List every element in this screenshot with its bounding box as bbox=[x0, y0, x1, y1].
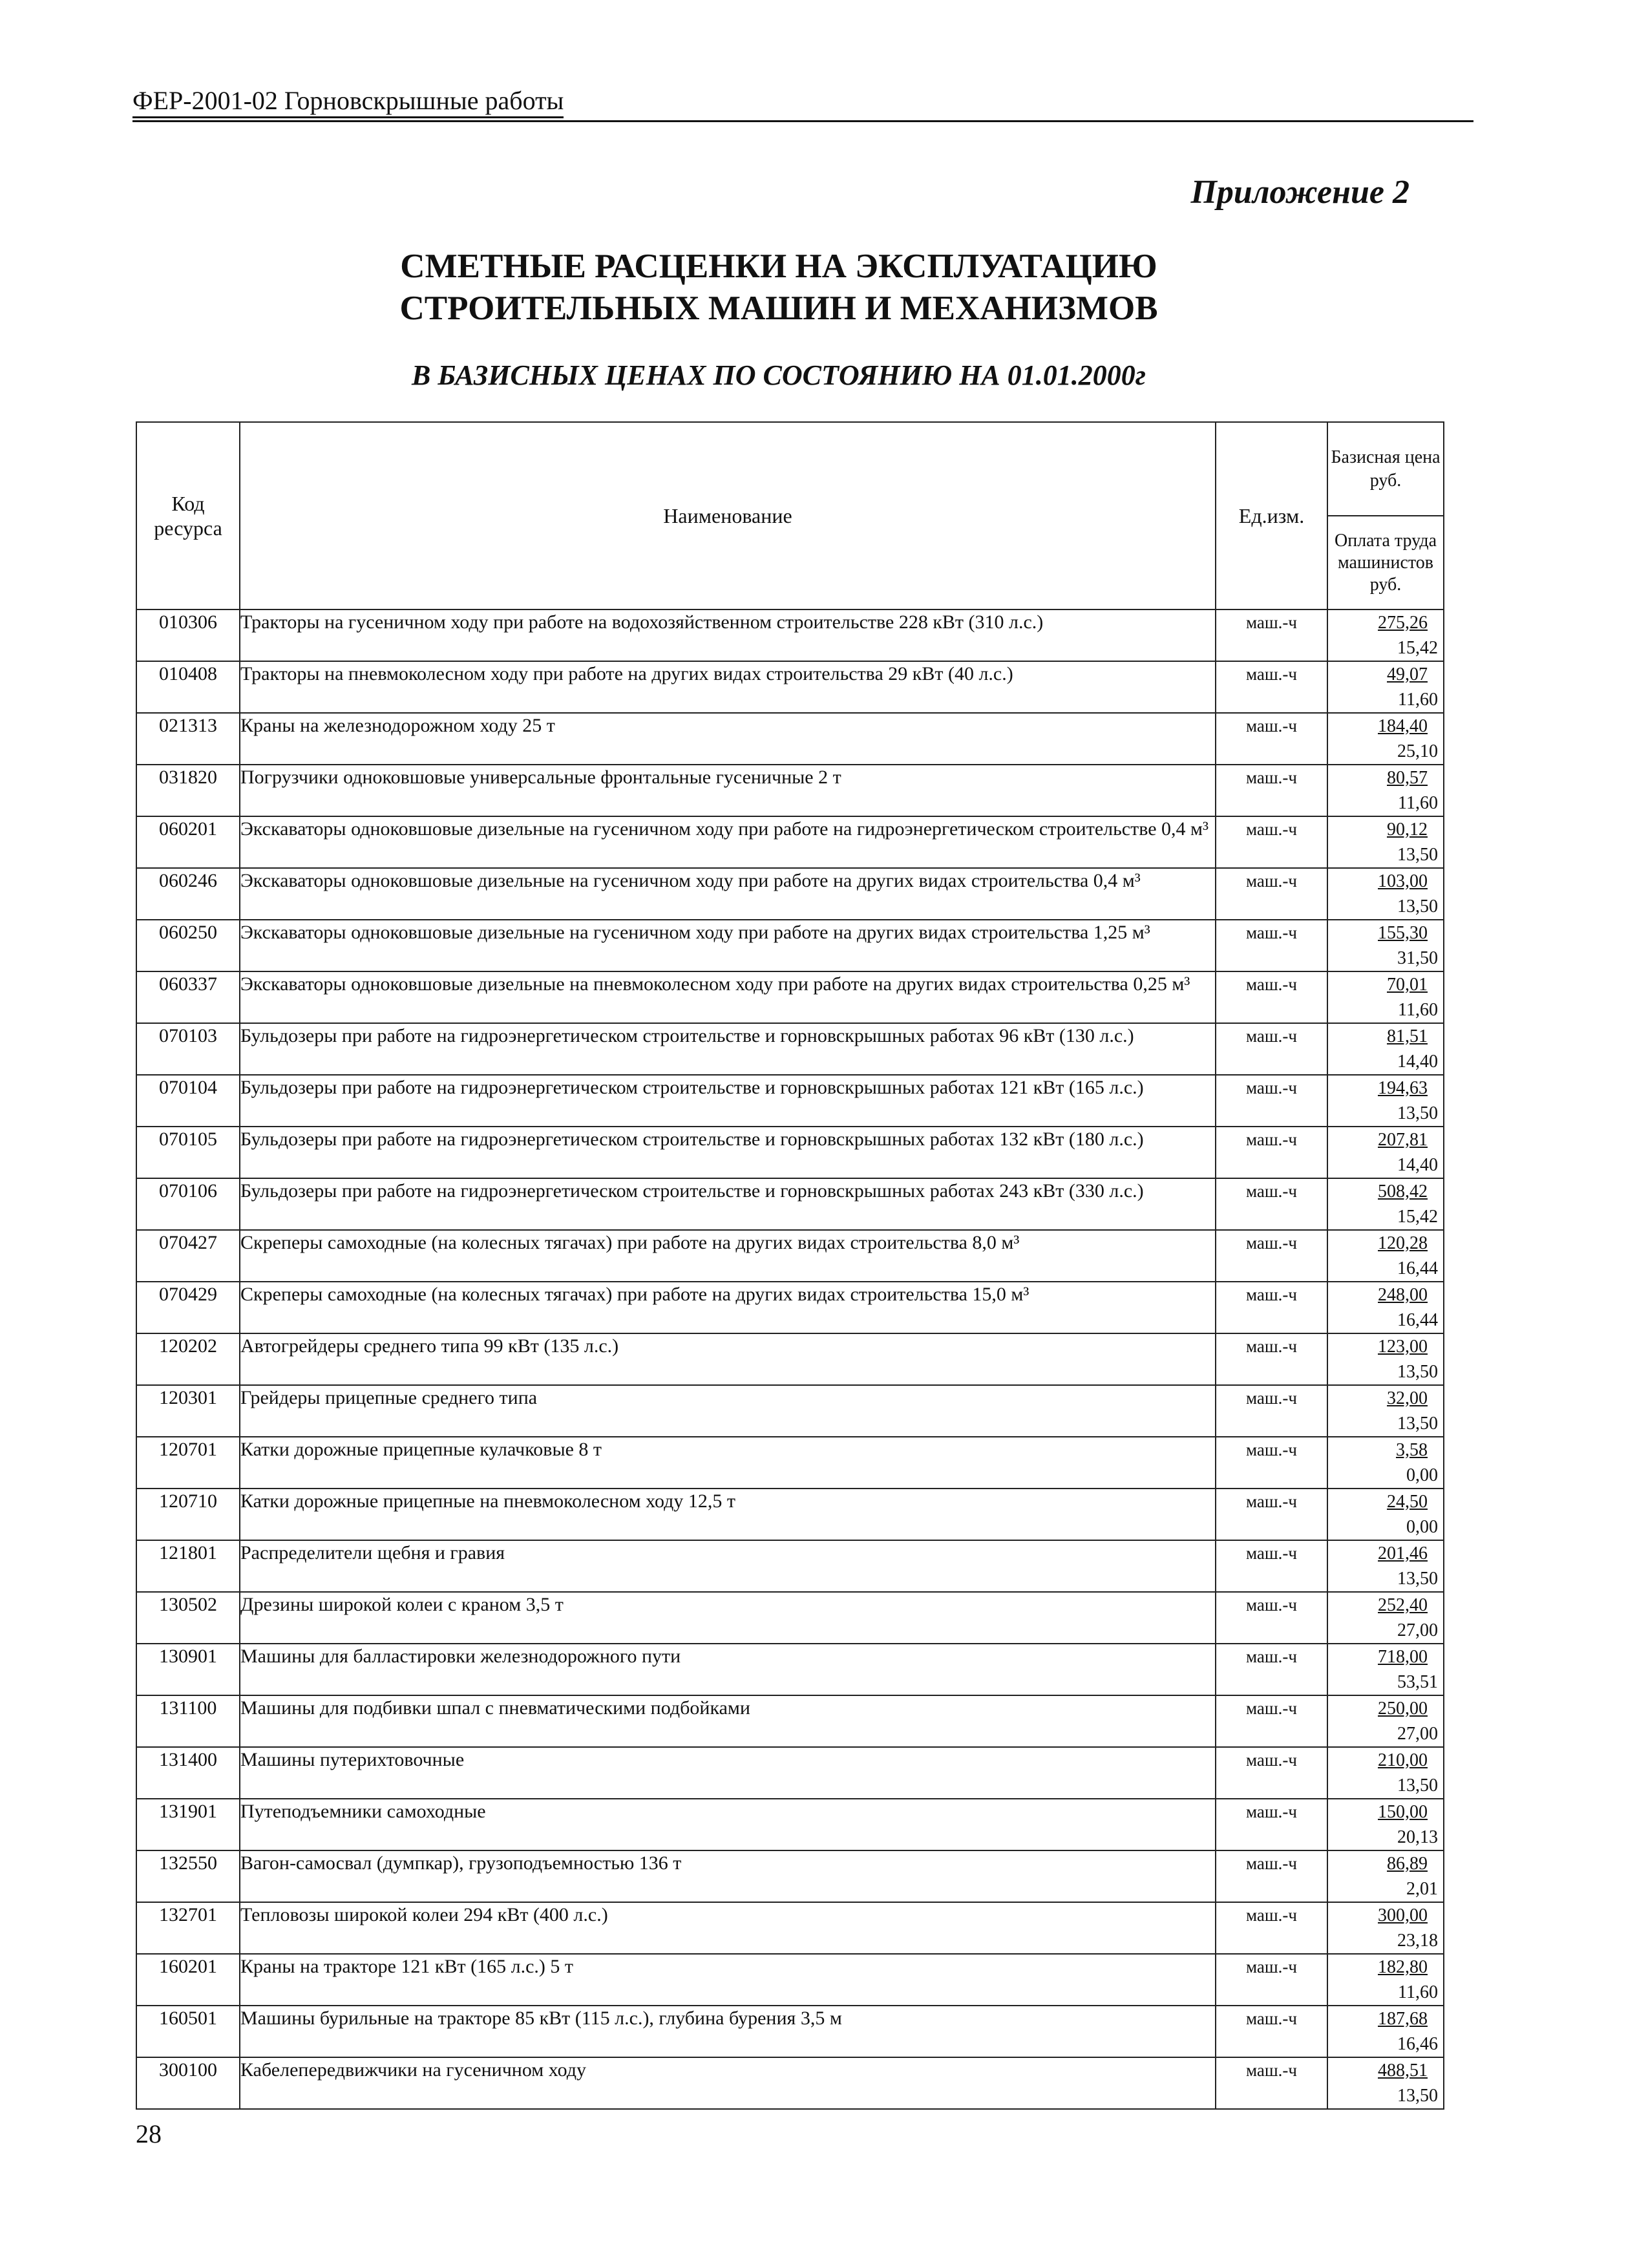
resource-unit: маш.-ч bbox=[1216, 1592, 1327, 1644]
operator-wage-value: 14,40 bbox=[1397, 1052, 1438, 1072]
document-subtitle: В БАЗИСНЫХ ЦЕНАХ ПО СОСТОЯНИЮ НА 01.01.2000г bbox=[411, 359, 1146, 391]
operator-wage-value: 16,46 bbox=[1397, 2034, 1438, 2054]
resource-name: Автогрейдеры среднего типа 99 кВт (135 л.с.) bbox=[240, 1333, 1216, 1385]
base-price-value: 150,00 bbox=[1378, 1802, 1428, 1822]
rates-table bbox=[136, 421, 1444, 2110]
resource-price bbox=[1327, 765, 1444, 816]
base-price-value: 275,26 bbox=[1378, 613, 1428, 633]
table-row bbox=[136, 1799, 1444, 1850]
table-row bbox=[136, 1178, 1444, 1230]
resource-price bbox=[1327, 1023, 1444, 1075]
operator-wage-value: 23,18 bbox=[1397, 1931, 1438, 1951]
base-price-value: 155,30 bbox=[1378, 923, 1428, 943]
base-price-value: 103,00 bbox=[1378, 871, 1428, 891]
resource-name: Погрузчики одноковшовые универсальные фронтальные гусеничные 2 т bbox=[240, 765, 1216, 816]
resource-price bbox=[1327, 1799, 1444, 1850]
resource-code: 060337 bbox=[136, 971, 240, 1023]
resource-price bbox=[1327, 1592, 1444, 1644]
resource-code: 060246 bbox=[136, 868, 240, 920]
table-row bbox=[136, 765, 1444, 816]
table-row bbox=[136, 2057, 1444, 2109]
resource-code: 070427 bbox=[136, 1230, 240, 1282]
resource-price bbox=[1327, 1644, 1444, 1695]
resource-price bbox=[1327, 1695, 1444, 1747]
operator-wage-value: 27,00 bbox=[1397, 1724, 1438, 1744]
resource-unit: маш.-ч bbox=[1216, 816, 1327, 868]
resource-price bbox=[1327, 1127, 1444, 1178]
resource-unit: маш.-ч bbox=[1216, 1282, 1327, 1333]
table-row bbox=[136, 868, 1444, 920]
base-price-value: 194,63 bbox=[1378, 1078, 1428, 1098]
resource-name: Катки дорожные прицепные на пневмоколесном ходу 12,5 т bbox=[240, 1489, 1216, 1540]
resource-code: 070105 bbox=[136, 1127, 240, 1178]
resource-price bbox=[1327, 2006, 1444, 2057]
resource-code: 070106 bbox=[136, 1178, 240, 1230]
resource-code: 121801 bbox=[136, 1540, 240, 1592]
resource-code: 120701 bbox=[136, 1437, 240, 1489]
appendix-label: Приложение 2 bbox=[1190, 174, 1410, 211]
table-row bbox=[136, 1230, 1444, 1282]
operator-wage-value: 13,50 bbox=[1397, 1103, 1438, 1123]
title-line-2: СТРОИТЕЛЬНЫХ МАШИН И МЕХАНИЗМОВ bbox=[399, 290, 1158, 327]
resource-code: 131400 bbox=[136, 1747, 240, 1799]
resource-unit: маш.-ч bbox=[1216, 971, 1327, 1023]
resource-price bbox=[1327, 1075, 1444, 1127]
table-row bbox=[136, 920, 1444, 971]
resource-unit: маш.-ч bbox=[1216, 1230, 1327, 1282]
resource-name: Тракторы на пневмоколесном ходу при работе на других видах строительства 29 кВт (40 л.с.) bbox=[240, 661, 1216, 713]
resource-price bbox=[1327, 868, 1444, 920]
table-row bbox=[136, 816, 1444, 868]
resource-price bbox=[1327, 1385, 1444, 1437]
table-row bbox=[136, 1902, 1444, 1954]
table-row bbox=[136, 1075, 1444, 1127]
resource-code: 010408 bbox=[136, 661, 240, 713]
resource-name: Машины для балластировки железнодорожного пути bbox=[240, 1644, 1216, 1695]
operator-wage-value: 13,50 bbox=[1397, 896, 1438, 917]
resource-name: Машины для подбивки шпал с пневматическими подбойками bbox=[240, 1695, 1216, 1747]
resource-name: Машины путерихтовочные bbox=[240, 1747, 1216, 1799]
table-row bbox=[136, 1954, 1444, 2006]
resource-price bbox=[1327, 661, 1444, 713]
resource-name: Распределители щебня и гравия bbox=[240, 1540, 1216, 1592]
table-row bbox=[136, 1850, 1444, 1902]
resource-price bbox=[1327, 1747, 1444, 1799]
resource-unit: маш.-ч bbox=[1216, 713, 1327, 765]
resource-name: Скреперы самоходные (на колесных тягачах) при работе на других видах строительства 8,0 м³ bbox=[240, 1230, 1216, 1282]
resource-unit: маш.-ч bbox=[1216, 1747, 1327, 1799]
operator-wage-value: 13,50 bbox=[1397, 845, 1438, 865]
resource-price bbox=[1327, 1902, 1444, 1954]
resource-unit: маш.-ч bbox=[1216, 661, 1327, 713]
operator-wage-value: 15,42 bbox=[1397, 1207, 1438, 1227]
resource-price bbox=[1327, 1282, 1444, 1333]
resource-code: 021313 bbox=[136, 713, 240, 765]
resource-code: 060250 bbox=[136, 920, 240, 971]
base-price-value: 120,28 bbox=[1378, 1233, 1428, 1253]
header-unit: Ед.изм. bbox=[1216, 422, 1327, 609]
operator-wage-value: 11,60 bbox=[1398, 793, 1438, 813]
base-price-value: 3,58 bbox=[1396, 1440, 1428, 1460]
resource-code: 060201 bbox=[136, 816, 240, 868]
base-price-value: 49,07 bbox=[1387, 664, 1428, 684]
base-price-value: 300,00 bbox=[1378, 1905, 1428, 1925]
operator-wage-value: 11,60 bbox=[1398, 690, 1438, 710]
table-row bbox=[136, 1385, 1444, 1437]
base-price-value: 80,57 bbox=[1387, 768, 1428, 788]
base-price-value: 718,00 bbox=[1378, 1647, 1428, 1667]
table-row bbox=[136, 1592, 1444, 1644]
resource-name: Экскаваторы одноковшовые дизельные на гусеничном ходу при работе на гидроэнергетическом строительстве 0,4 м³ bbox=[240, 816, 1216, 868]
resource-unit: маш.-ч bbox=[1216, 1127, 1327, 1178]
resource-price bbox=[1327, 1333, 1444, 1385]
resource-name: Краны на железнодорожном ходу 25 т bbox=[240, 713, 1216, 765]
resource-code: 160501 bbox=[136, 2006, 240, 2057]
table-row bbox=[136, 1023, 1444, 1075]
resource-unit: маш.-ч bbox=[1216, 1954, 1327, 2006]
operator-wage-value: 0,00 bbox=[1406, 1465, 1438, 1485]
resource-price bbox=[1327, 920, 1444, 971]
table-row bbox=[136, 1644, 1444, 1695]
resource-unit: маш.-ч bbox=[1216, 868, 1327, 920]
header-code-line1: Код bbox=[171, 492, 205, 515]
table-row bbox=[136, 1127, 1444, 1178]
resource-name: Путеподъемники самоходные bbox=[240, 1799, 1216, 1850]
table-row bbox=[136, 1282, 1444, 1333]
resource-name: Экскаваторы одноковшовые дизельные на пневмоколесном ходу при работе на других видах строительства 0,25 м³ bbox=[240, 971, 1216, 1023]
title-line-1: СМЕТНЫЕ РАСЦЕНКИ НА ЭКСПЛУАТАЦИЮ bbox=[400, 248, 1157, 285]
page-number: 28 bbox=[136, 2119, 162, 2148]
resource-code: 010306 bbox=[136, 609, 240, 661]
resource-price bbox=[1327, 713, 1444, 765]
resource-price bbox=[1327, 1954, 1444, 2006]
table-row bbox=[136, 1333, 1444, 1385]
base-price-value: 182,80 bbox=[1378, 1957, 1428, 1977]
table-row bbox=[136, 1747, 1444, 1799]
operator-wage-value: 27,00 bbox=[1397, 1620, 1438, 1640]
document-title bbox=[132, 246, 1425, 330]
resource-name: Вагон-самосвал (думпкар), грузоподъемностью 136 т bbox=[240, 1850, 1216, 1902]
base-price-value: 70,01 bbox=[1387, 975, 1428, 995]
resource-code: 120301 bbox=[136, 1385, 240, 1437]
resource-name: Экскаваторы одноковшовые дизельные на гусеничном ходу при работе на других видах строительства 0,4 м³ bbox=[240, 868, 1216, 920]
resource-name: Тепловозы широкой колеи 294 кВт (400 л.с.) bbox=[240, 1902, 1216, 1954]
resource-code: 132701 bbox=[136, 1902, 240, 1954]
resource-name: Экскаваторы одноковшовые дизельные на гусеничном ходу при работе на других видах строительства 1,25 м³ bbox=[240, 920, 1216, 971]
base-price-value: 123,00 bbox=[1378, 1337, 1428, 1357]
operator-wage-value: 13,50 bbox=[1397, 1569, 1438, 1589]
resource-code: 160201 bbox=[136, 1954, 240, 2006]
resource-code: 120710 bbox=[136, 1489, 240, 1540]
table-body bbox=[136, 609, 1444, 2109]
table-row bbox=[136, 1489, 1444, 1540]
resource-unit: маш.-ч bbox=[1216, 1902, 1327, 1954]
header-code bbox=[136, 422, 240, 609]
base-price-value: 207,81 bbox=[1378, 1130, 1428, 1150]
resource-name: Машины бурильные на тракторе 85 кВт (115 л.с.), глубина бурения 3,5 м bbox=[240, 2006, 1216, 2057]
base-price-value: 90,12 bbox=[1387, 820, 1428, 840]
resource-name: Краны на тракторе 121 кВт (165 л.с.) 5 т bbox=[240, 1954, 1216, 2006]
base-price-value: 24,50 bbox=[1387, 1492, 1428, 1512]
resource-name: Бульдозеры при работе на гидроэнергетическом строительстве и горновскрышных работах 132 кВт (180 л.с.) bbox=[240, 1127, 1216, 1178]
resource-name: Бульдозеры при работе на гидроэнергетическом строительстве и горновскрышных работах 243 кВт (330 л.с.) bbox=[240, 1178, 1216, 1230]
operator-wage-value: 11,60 bbox=[1398, 1982, 1438, 2002]
base-price-value: 184,40 bbox=[1378, 716, 1428, 736]
page-header bbox=[132, 84, 1473, 122]
table-row bbox=[136, 971, 1444, 1023]
base-price-value: 248,00 bbox=[1378, 1285, 1428, 1305]
resource-price bbox=[1327, 1230, 1444, 1282]
resource-unit: маш.-ч bbox=[1216, 765, 1327, 816]
resource-price bbox=[1327, 2057, 1444, 2109]
table-row bbox=[136, 1437, 1444, 1489]
resource-name: Скреперы самоходные (на колесных тягачах) при работе на других видах строительства 15,0 м³ bbox=[240, 1282, 1216, 1333]
resource-unit: маш.-ч bbox=[1216, 1644, 1327, 1695]
resource-code: 070103 bbox=[136, 1023, 240, 1075]
resource-name: Грейдеры прицепные среднего типа bbox=[240, 1385, 1216, 1437]
table-row bbox=[136, 1695, 1444, 1747]
operator-wage-value: 16,44 bbox=[1397, 1258, 1438, 1278]
operator-wage-value: 2,01 bbox=[1406, 1879, 1438, 1899]
base-price-value: 252,40 bbox=[1378, 1595, 1428, 1615]
resource-code: 120202 bbox=[136, 1333, 240, 1385]
base-price-value: 250,00 bbox=[1378, 1699, 1428, 1719]
operator-wage-value: 31,50 bbox=[1397, 948, 1438, 968]
base-price-value: 86,89 bbox=[1387, 1854, 1428, 1874]
operator-wage-value: 14,40 bbox=[1397, 1155, 1438, 1175]
resource-name: Катки дорожные прицепные кулачковые 8 т bbox=[240, 1437, 1216, 1489]
resource-price bbox=[1327, 816, 1444, 868]
resource-unit: маш.-ч bbox=[1216, 1385, 1327, 1437]
resource-price bbox=[1327, 609, 1444, 661]
resource-unit: маш.-ч bbox=[1216, 1437, 1327, 1489]
resource-code: 070104 bbox=[136, 1075, 240, 1127]
base-price-value: 488,51 bbox=[1378, 2061, 1428, 2081]
operator-wage-value: 13,50 bbox=[1397, 1362, 1438, 1382]
running-title: ФЕР-2001-02 Горновскрышные работы bbox=[132, 85, 564, 118]
base-price-value: 508,42 bbox=[1378, 1182, 1428, 1202]
resource-code: 130502 bbox=[136, 1592, 240, 1644]
operator-wage-value: 13,50 bbox=[1397, 1775, 1438, 1796]
resource-name: Бульдозеры при работе на гидроэнергетическом строительстве и горновскрышных работах 96 кВт (130 л.с.) bbox=[240, 1023, 1216, 1075]
operator-wage-value: 20,13 bbox=[1397, 1827, 1438, 1847]
resource-unit: маш.-ч bbox=[1216, 1075, 1327, 1127]
resource-unit: маш.-ч bbox=[1216, 1489, 1327, 1540]
table-row bbox=[136, 713, 1444, 765]
table-row bbox=[136, 1540, 1444, 1592]
resource-code: 031820 bbox=[136, 765, 240, 816]
resource-price bbox=[1327, 1540, 1444, 1592]
resource-unit: маш.-ч bbox=[1216, 1799, 1327, 1850]
operator-wage-value: 11,60 bbox=[1398, 1000, 1438, 1020]
resource-unit: маш.-ч bbox=[1216, 1333, 1327, 1385]
operator-wage-value: 13,50 bbox=[1397, 1414, 1438, 1434]
operator-wage-value: 0,00 bbox=[1406, 1517, 1438, 1537]
resource-code: 130901 bbox=[136, 1644, 240, 1695]
header-code-line2: ресурса bbox=[154, 516, 222, 540]
resource-unit: маш.-ч bbox=[1216, 1023, 1327, 1075]
header-name: Наименование bbox=[240, 422, 1216, 609]
base-price-value: 32,00 bbox=[1387, 1388, 1428, 1408]
resource-name: Дрезины широкой колеи с краном 3,5 т bbox=[240, 1592, 1216, 1644]
resource-unit: маш.-ч bbox=[1216, 1695, 1327, 1747]
resource-code: 070429 bbox=[136, 1282, 240, 1333]
resource-code: 300100 bbox=[136, 2057, 240, 2109]
resource-code: 132550 bbox=[136, 1850, 240, 1902]
resource-unit: маш.-ч bbox=[1216, 1540, 1327, 1592]
resource-unit: маш.-ч bbox=[1216, 920, 1327, 971]
resource-name: Бульдозеры при работе на гидроэнергетическом строительстве и горновскрышных работах 121 кВт (165 л.с.) bbox=[240, 1075, 1216, 1127]
header-operator-wage: Оплата труда машинистов руб. bbox=[1334, 530, 1437, 595]
resource-code: 131100 bbox=[136, 1695, 240, 1747]
operator-wage-value: 15,42 bbox=[1397, 638, 1438, 658]
resource-unit: маш.-ч bbox=[1216, 609, 1327, 661]
operator-wage-value: 25,10 bbox=[1397, 741, 1438, 761]
resource-unit: маш.-ч bbox=[1216, 1850, 1327, 1902]
base-price-value: 210,00 bbox=[1378, 1750, 1428, 1770]
resource-code: 131901 bbox=[136, 1799, 240, 1850]
header-base-price: Базисная цена руб. bbox=[1328, 423, 1443, 516]
table-row bbox=[136, 2006, 1444, 2057]
table-row bbox=[136, 661, 1444, 713]
table-row bbox=[136, 609, 1444, 661]
resource-name: Кабелепередвижчики на гусеничном ходу bbox=[240, 2057, 1216, 2109]
resource-name: Тракторы на гусеничном ходу при работе на водохозяйственном строительстве 228 кВт (310 л.с.) bbox=[240, 609, 1216, 661]
header-price bbox=[1327, 422, 1444, 609]
base-price-value: 201,46 bbox=[1378, 1543, 1428, 1563]
table-header-row bbox=[136, 422, 1444, 609]
resource-unit: маш.-ч bbox=[1216, 2006, 1327, 2057]
resource-unit: маш.-ч bbox=[1216, 2057, 1327, 2109]
resource-price bbox=[1327, 1437, 1444, 1489]
resource-unit: маш.-ч bbox=[1216, 1178, 1327, 1230]
base-price-value: 187,68 bbox=[1378, 2009, 1428, 2029]
resource-price bbox=[1327, 1178, 1444, 1230]
resource-price bbox=[1327, 1850, 1444, 1902]
resource-price bbox=[1327, 971, 1444, 1023]
base-price-value: 81,51 bbox=[1387, 1026, 1428, 1046]
operator-wage-value: 53,51 bbox=[1397, 1672, 1438, 1692]
operator-wage-value: 13,50 bbox=[1397, 2086, 1438, 2106]
operator-wage-value: 16,44 bbox=[1397, 1310, 1438, 1330]
resource-price bbox=[1327, 1489, 1444, 1540]
